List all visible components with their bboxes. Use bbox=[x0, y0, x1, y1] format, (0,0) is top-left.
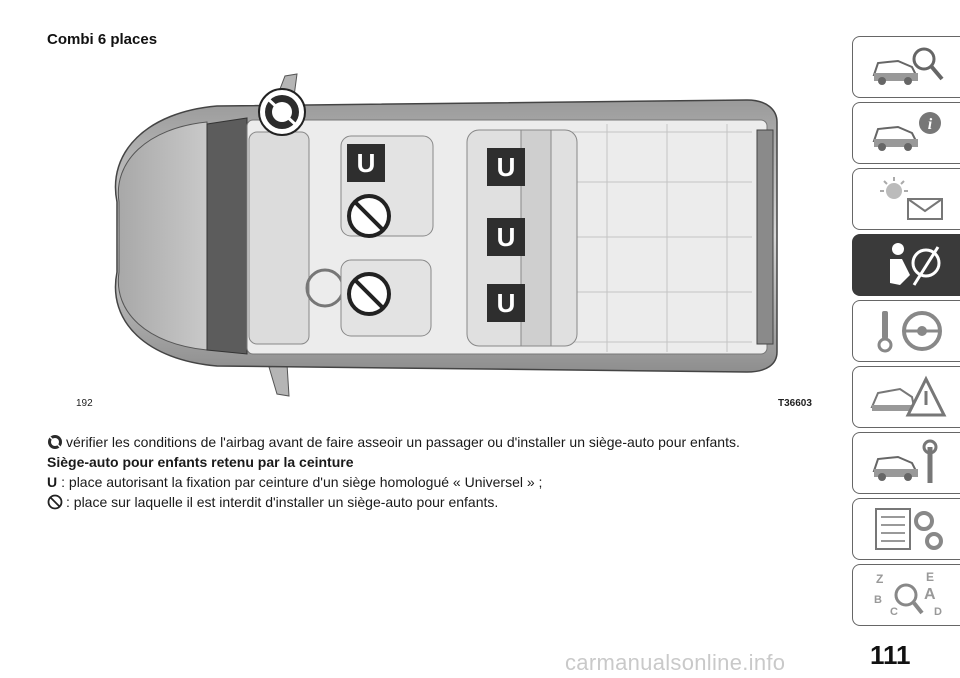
u-description-line bbox=[47, 472, 807, 492]
page-title: Combi 6 places bbox=[47, 31, 158, 48]
svg-text:U: U bbox=[496, 152, 516, 182]
svg-text:C: C bbox=[889, 606, 898, 618]
tab-car-info[interactable] bbox=[852, 102, 960, 164]
tab-airbag-passenger[interactable] bbox=[852, 234, 960, 296]
car-wrench-icon bbox=[868, 437, 950, 489]
svg-text:U: U bbox=[496, 222, 516, 252]
svg-text:A: A bbox=[923, 586, 936, 603]
airbag-warning-text: vérifier les conditions de l'airbag avant de faire asseoir un passager ou d'installer un siège-auto pour enfants. bbox=[66, 434, 740, 450]
car-magnifier-icon bbox=[868, 41, 950, 93]
tab-car-warning-triangle[interactable] bbox=[852, 366, 960, 428]
figure-code: T36603 bbox=[778, 398, 812, 409]
airbag-warning-line bbox=[47, 432, 807, 452]
u-letter: U bbox=[47, 474, 58, 490]
section-heading: Siège-auto pour enfants retenu par la ceinture bbox=[47, 454, 354, 470]
tab-car-magnifier[interactable] bbox=[852, 36, 960, 98]
van-top-view-figure bbox=[47, 62, 813, 414]
seat-marker-u-second-left bbox=[487, 148, 525, 186]
seat-marker-prohibited-front-passenger bbox=[349, 274, 389, 314]
tab-index-letters[interactable] bbox=[852, 564, 960, 626]
airbag-warning-icon bbox=[47, 434, 63, 450]
car-warning-triangle-icon bbox=[868, 371, 950, 423]
airbag-passenger-icon bbox=[868, 239, 950, 291]
tab-key-steering-wheel[interactable] bbox=[852, 300, 960, 362]
index-letters-magnifier-icon bbox=[868, 569, 950, 621]
svg-text:B: B bbox=[873, 594, 882, 606]
prohibited-icon bbox=[47, 494, 63, 510]
watermark: carmanualsonline.info bbox=[565, 650, 786, 675]
page-number: 111 bbox=[870, 640, 911, 670]
figure-number: 192 bbox=[76, 398, 93, 409]
svg-text:Z: Z bbox=[875, 572, 883, 586]
van-illustration bbox=[47, 62, 813, 414]
body-text bbox=[47, 432, 807, 512]
u-description-text: : place autorisant la fixation par ceinture d'un siège homologué « Universel » ; bbox=[61, 474, 543, 490]
airbag-child-seat-prohibited-icon bbox=[259, 89, 305, 135]
prohibited-description-line bbox=[47, 492, 807, 512]
seat-marker-u-second-right bbox=[487, 284, 525, 322]
svg-text:U: U bbox=[356, 148, 376, 178]
svg-text:i: i bbox=[927, 116, 932, 133]
seat-marker-u-second-middle bbox=[487, 218, 525, 256]
seat-marker-prohibited-front-center bbox=[349, 196, 389, 236]
tab-car-wrench[interactable] bbox=[852, 432, 960, 494]
svg-text:D: D bbox=[933, 606, 942, 618]
car-info-icon bbox=[868, 107, 950, 159]
seat-marker-u-front-center bbox=[347, 144, 385, 182]
prohibited-description-text: : place sur laquelle il est interdit d'installer un siège-auto pour enfants. bbox=[66, 494, 499, 510]
tab-specs-gears[interactable] bbox=[852, 498, 960, 560]
svg-text:U: U bbox=[496, 288, 516, 318]
key-steering-wheel-icon bbox=[868, 305, 950, 357]
tab-warning-light-message[interactable] bbox=[852, 168, 960, 230]
svg-text:E: E bbox=[925, 570, 934, 584]
specs-gears-icon bbox=[868, 503, 950, 555]
warning-light-message-icon bbox=[868, 173, 950, 225]
